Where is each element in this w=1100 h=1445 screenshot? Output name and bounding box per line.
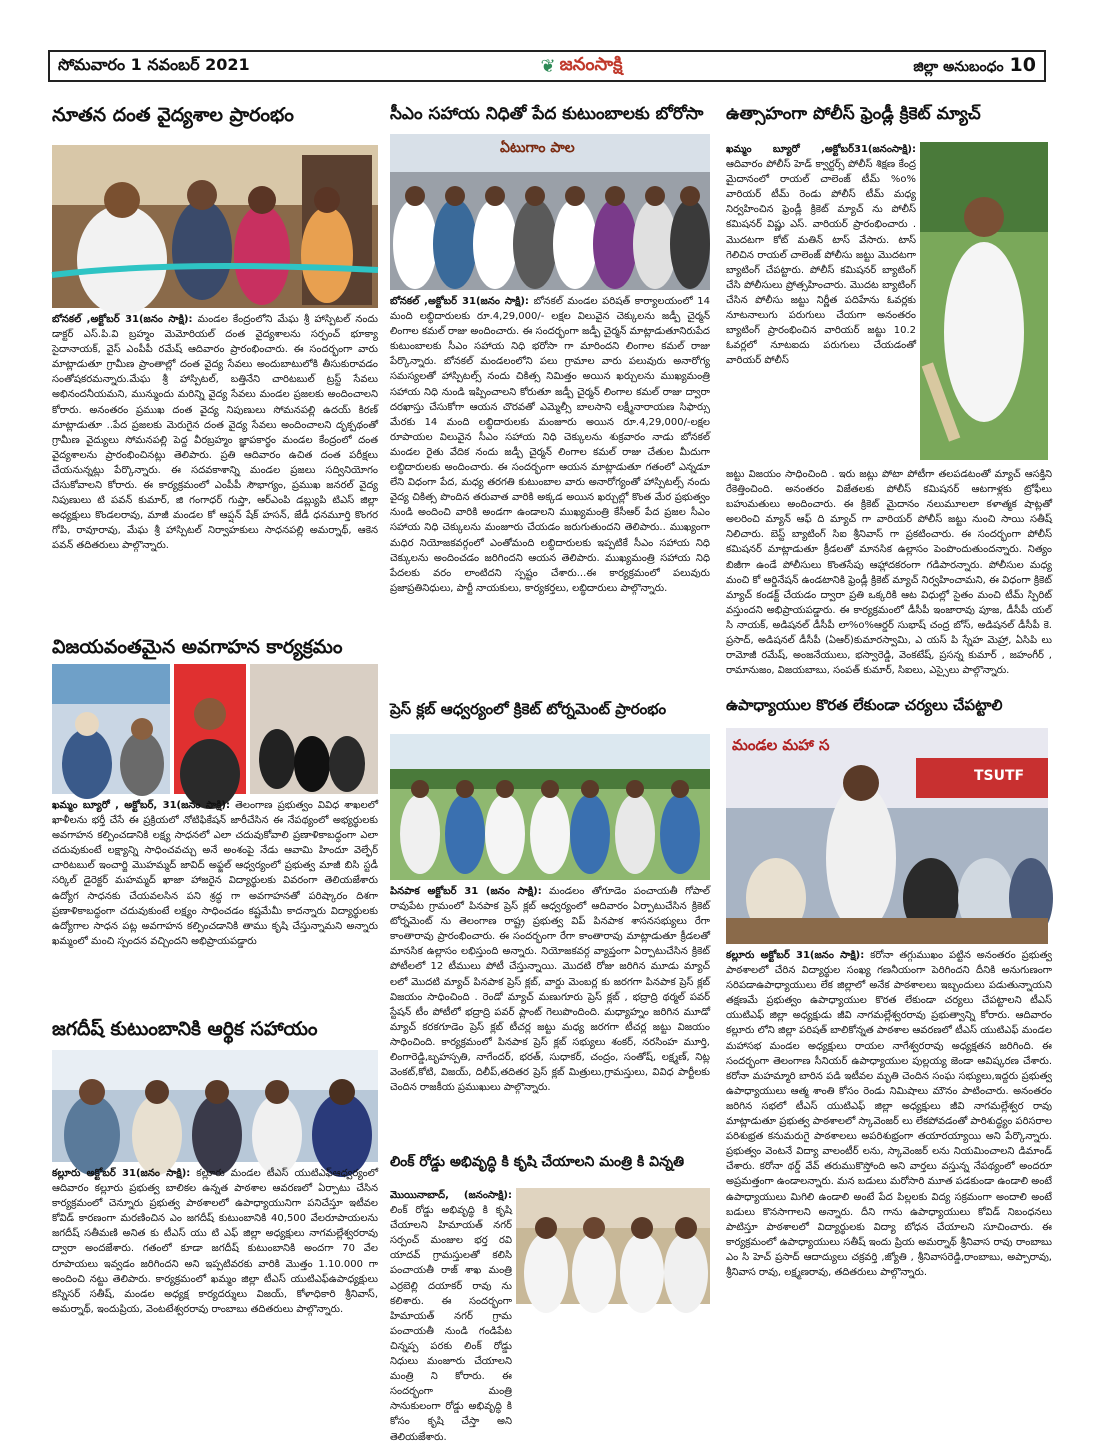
- dental-body: [52, 312, 378, 554]
- link-road-minister-photo: [516, 1188, 710, 1304]
- cmrf-text: [390, 294, 710, 684]
- awareness-text: [52, 798, 378, 1024]
- section-name: జిల్లా అనుబంధం: [913, 59, 1004, 75]
- tsutf-meeting-photo: [726, 728, 1048, 944]
- page-header: [48, 50, 1046, 82]
- teachers-body: [726, 948, 1052, 1280]
- teachers-text: [726, 948, 1052, 1378]
- dental-ribbon-cutting-photo: [52, 145, 378, 308]
- article-link-road: [390, 1154, 710, 1180]
- press-cricket-body: [390, 884, 710, 1095]
- dateline: కల్లూరు అక్టోబర్ 31(జనం సాక్షి):: [726, 950, 865, 961]
- issue-date: సోమవారం 1 నవంబర్ 2021: [58, 54, 250, 74]
- dateline: పినపాక అక్టోబర్ 31 (జనం సాక్షి):: [390, 886, 542, 897]
- jagadish-aid-photo: [52, 1050, 378, 1162]
- article-body: మండల కేంద్రంలోని మేఘ శ్రీ హాస్పిటల్ నందు డాక్టర్ ఎస్.పి.వి బ్రహ్మం మెమోరియల్ దంత వైద్యశాలను సర్పంచ్ భూక్యా సైదానాయక్, వైస్ ఎంపీపీ రమేష్ ఆదివారం ప్రారంభించారు. ఈ సందర్భంగా వారు మాట్లాడుతూ గ్రామీణ ప్రాంతాల్లో దంత వైద్య సేవలు అందుబాటులోకి తీసుకురావడం సంతోషకరమన్నారు.మేఘ శ్రీ హాస్పిటల్, బత్తినేని చారిటబుల్ ట్రస్ట్ సేవలు అభినందనీయమని, మున్ముందు మరిన్ని వైద్య సేవలు మండల ప్రజలకు అందించాలని కోరారు. అనంతరం ప్రముఖ దంత వైద్య నిపుణులు సోమనపల్లి ఉదయ్ కిరణ్ మాట్లాడుతూ ..పేద ప్రజలకు మెరుగైన దంత వైద్య సేవలు అందించాలని దృక్పథంతో గ్రామీణ వైద్యులు సోమనపల్లి పెద్ద వీరబ్రహ్మం జ్ఞాపకార్థం మండల కేంద్రంలో దంత వైద్యశాలను ప్రారంభించినట్లు తెలిపారు. ప్రతి ఆదివారం ఉచిత దంత పరీక్షలు చేయనున్నట్లు పేర్కొన్నారు. ఈ సదవకాశాన్ని మండల ప్రజలు సద్వినియోగం చేసుకోవాలని కోరారు. ఈ కార్యక్రమంలో ఎంపీపీ సౌభాగ్యం, ప్రముఖ జనరల్ వైద్య నిపుణులు టి పవన్ కుమార్, జి గంగాధర్ గుప్తా, ఆర్ఎంపి డబ్ల్యుపి టిఎస్ జిల్లా అధ్యక్షులు కొండలరావు, మాజీ మండల కో ఆప్షన్ షేక్ హసన్, జేడీ ధనమూర్తి కొంగర గోపి, రావూరావు, మేఘ శ్రీ హాస్పిటల్ నిర్వాహకులు సాధనపల్లి అమర్నాథ్, ఆకెన పవన్ తదితరులు పాల్గొన్నారు.: [52, 314, 378, 552]
- jagadish-text: [52, 1166, 378, 1376]
- police-cricket-text-full: [726, 467, 1052, 695]
- article-body: కల్లూరు మండల టీఎస్ యుటిఎఫ్ఆధ్వర్యంలో ఆదివారం కల్లూరు ప్రభుత్వ బాలికల ఉన్నత పాఠశాల ఆవరణలో ఏర్పాటు చేసిన కార్యక్రమంలో చెన్నూరు ప్రభుత్వ పాఠశాలలో ఉపాధ్యాయునిగా పనిచేస్తూ ఇటీవల కోవిడ్ కారణంగా మరణించిన ఎం జగదీష్ కుటుంబానికి 40,500 వేలరూపాయలను జగదీష్ సతీమణి అనిత కు టీఎస్ యు టి ఎఫ్ జిల్లా అధ్యక్షులు నాగమల్లేశ్వరరావు ద్వారా అందజేశారు. గతంలో కూడా జగదీష్ కుటుంబానికి అందగా 70 వేల రూపాయలు ఇవ్వడం జరిగిందని అని ఇప్పటివరకు వారికి మొత్తం 1.10.000 గా అందించి నట్టు తెలిపారు. కార్యక్రమంలో ఖమ్మం జిల్లా టీఎస్ యుటిఎఫ్ఉపాధ్యక్షులు కస్నిసర్ సతీష్, మండల అధ్యక్ష కార్యదర్శులు విజయ్, కోళాధికారి శ్రీనివాస్, అమర్నాథ్, ఇందుప్రియ, వెంటటేశ్వరరావు రాంబాబు తదితరులు పాల్గొన్నారు.: [52, 1168, 378, 1315]
- article-teachers: [726, 696, 1052, 722]
- article-body: ఆదివారం పోలీస్ హెడ్ క్వార్టర్స్ పోలీస్ శిక్షణ కేంద్ర మైదానంలో రాయల్ చాలెంజ్ టీమ్ %o% వారియర్ టీమ్ రెండు పోలీస్ టీమ్ మధ్య నిర్వహించిన ఫ్రెండ్లీ క్రికెట్ మ్యాచ్ ను పోలీస్ కమిషనర్ విష్ణు ఎస్. వారియర్ ప్రారంభించారు . మొదటగా కోట్ మతిన్ టాస్ వేసారు. టాస్ గెలిచిన రాయల్ చాలెంజ్ పోలీసు జట్టు మొదటగా బ్యాటింగ్ చేపట్టారు. పోలీస్ కమిషనర్ బ్యాటింగ్ చేసి పోలీసులు ప్రోత్సహించారు. మొదట బ్యాటింగ్ చేసిన పోలీసు జట్టు నిర్ణీత పదిహేను ఓవర్లకు నూటనాలుగు పరుగులు చేయగా అనంతరం బ్యాటింగ్ ప్రారంభించిన వారియర్ జట్టు 10.2 ఓవర్లలో నూటఐదు పరుగులు చేయడంతో వారియర్ పోలీస్: [726, 159, 916, 367]
- article-headline: లింక్ రోడ్డు అభివృద్ధి కి కృషి చేయాలని మంత్రి కి విన్నతి: [390, 1154, 685, 1170]
- article-awareness: [52, 636, 378, 666]
- police-cricket-body-full: జట్టు విజయం సాధించింది . ఇరు జట్లు పోటా పోటీగా తలపడటంతో మ్యాచ్ ఆసక్తిని రేకెత్తించింది. అనంతరం విజేతలకు పోలీస్ కమిషనర్ ఆటగాళ్లకు ట్రోఫీలు బహుమతులు అందించారు. ఈ క్రికెట్ మైదానం నలుమూలలా కళాత్మక షాట్లతో అలరించి మ్యాన్ ఆఫ్ ది మ్యాచ్ గా వారియర్ పోలీస్ జట్టు నుంచి సాయి సతీష్ నిలిచారు. బెస్ట్ బ్యాటింగ్ సిఐ శ్రీనివాస్ గా ప్రకటించారు. ఈ సందర్భంగా పోలీస్ కమిషనర్ మాట్లాడుతూ క్రీడలతో మానసిక ఉల్లాసం పెంపొందుతుందన్నారు. నిత్యం బిజీగా ఉండే పోలీసులు కొంతసేపు ఆహ్లాదకరంగా గడిపారన్నారు. పోలీసుల మధ్య మంచి కో ఆర్డినేషన్ ఉండటానికి ఫ్రెండ్లీ క్రికెట్ మ్యాచ్ నిర్వహించామని, ఈ విధంగా క్రికెట్ మ్యాచ్ కండక్ట్ చేయడం ద్వారా ప్రతి ఒక్కరికి ఆట విధుల్లో సైతం మంచి టీమ్ స్పిరిట్ వస్తుందని అభిప్రాయపడ్డారు. ఈ కార్యక్రమంలో డీసీపీ ఇంజారావు పూజ, డీసీపీ యల్ సి నాయక్, అడిషనల్ డీసీపీ లా%o%ఆర్డర్ సుభాష్ చంద్ర బోస్, అడిషనల్ డీసీపీ కె. ప్రసాద్, అడిషనల్ డీసీపీ (ఏఆర్)కుమారస్వామి, ఎ యస్ పి స్నేహ మెహ్రా, ఏసిపి లు రామోజీ రమేష్, అంజనేయులు, భస్వారెడ్డి, వెంకటేష్, ప్రసన్న కుమార్ , జహంగీర్ , రామానుజం, విజయబాబు, సంపత్ కుమార్, సిఐలు, ఎస్సైలు పాల్గొన్నారు.: [726, 469, 1052, 677]
- press-cricket-photo: [390, 734, 710, 880]
- page-number: 10: [1009, 54, 1036, 76]
- dateline: ఖమ్మం బ్యూరో ,అక్టోబర్31(జనంసాక్షి):: [726, 144, 916, 155]
- article-cmrf: [390, 104, 710, 134]
- press-cricket-text: [390, 884, 710, 1146]
- masthead-title: జనంసాక్షి: [559, 53, 623, 75]
- cmrf-cheque-distribution-photo: [390, 134, 710, 290]
- article-body: బోనకల్ మండల పరిషత్ కార్యాలయంలో 14 మంది లబ్ధిదారులకు రూ.4,29,000/- లక్షల విలువైన చెక్కులను జడ్పీ చైర్మన్ లింగాల కమల్ రాజు అందించారు. ఈ సందర్భంగా జడ్పీ చైర్మన్ మాట్లాడుతూనిరుపేద కుటుంబాలకు సీఎం సహాయ నిధి భరోసా గా మారిందని లింగాల కమల్ రాజు పేర్కొన్నారు. బోనకల్ మండలంలోని పలు గ్రామాల వారు పలువురు అనారోగ్య సమస్యలతో హాస్పిటల్స్ నందు చికిత్స నిమిత్తం అయిన ఖర్చులను ముఖ్యమంత్రి సహాయ నిధి నుండి ఇప్పించాలని కోరుతూ జడ్పీ చైర్మన్ లింగాల కమల్ రాజు ద్వారా దరఖాస్తు చేసుకోగా ఆయన చొరవతో ఎమ్మెల్సీ బాలసాని లక్ష్మీనారాయణ సిఫార్సు మేరకు 14 మంది లబ్ధిదారులకు మంజూరు అయిన రూ.4,29,000/-లక్షల రూపాయల విలువైన సీఎం సహాయ నిధి చెక్కులను శుక్రవారం నాడు బోనకల్ మండల రైతు వేదిక నందు జడ్పీ చైర్మన్ లింగాల కమల్ రాజు చేతుల మీదుగా లబ్ధిదారులకు అందించారు. ఈ సందర్భంగా ఆయన మాట్లాడుతూ గతంలో ఎన్నడూ లేని విధంగా పేద, మధ్య తరగతి కుటుంబాల వారు అనారోగ్యంతో హాస్పిటల్స్ నందు వైద్య చికిత్స పొందిన తరువాత వారికి అక్కడ అయిన ఖర్చుల్లో కొంత మేర ప్రభుత్వం నుండి అందించి వారికి అండగా ఉండాలని ముఖ్యమంత్రి కేసీఆర్ పేద ప్రజల సీఎం సహాయ నిధి చెక్కులను మంజూరు చేయడం జరుగుతుందని తెలిపారు.. ముఖ్యంగా మధిర నియోజకవర్గంలో ఎంతోమంది లబ్ధిదారులకు ఇప్పటికే సీఎం సహాయ నిధి చెక్కులను అందించడం జరిగిందని ఆయన తెలిపారు. ముఖ్యమంత్రి సహాయ నిధి పేదలకు వరం లాంటిదని స్పష్టం చేశారు...ఈ కార్యక్రమంలో పలువురు ప్రజాప్రతినిధులు, పార్టీ నాయకులు, కార్యకర్తలు, లబ్ధిదారులు పాల్గొన్నారు.: [390, 296, 711, 594]
- article-body: లింక్ రోడ్డు అభివృద్ధి కి కృషి చేయాలని హిమాయత్ నగర్ సర్పంచ్ మంజుల భర్త రవి యాదవ్ గ్రామస్తులతో కలిసి పంచాయతీ రాజ్ శాఖ మంత్రి ఎర్రబెల్లి దయాకర్ రావు ను కలిశారు. ఈ సందర్భంగా హిమాయత్ నగర్ గ్రామ పంచాయతీ నుండి గండిపేట చిన్నప్ప పరకు లింక్ రోడ్డు నిధులు మంజూరు చేయాలని మంత్రి ని కోరారు. ఈ సందర్భంగా మంత్రి సానుకులంగా రోడ్డు అభివృద్ధి కి కోసం కృషి చేస్తా అని తెలియజేశారు.: [390, 1205, 512, 1443]
- link-road-body: [390, 1188, 512, 1445]
- leaf-logo-icon: ❦: [540, 55, 556, 77]
- article-headline: విజయవంతమైన అవగాహన కార్యక్రమం: [52, 636, 343, 658]
- photo-sign-text: TSUTF: [974, 768, 1025, 784]
- awareness-photo-collage: [52, 664, 378, 794]
- link-road-text-side: [390, 1188, 512, 1443]
- jagadish-body: [52, 1166, 378, 1317]
- article-headline: జగదీష్ కుటుంబానికి ఆర్థిక సహాయం: [52, 1018, 318, 1040]
- dateline: ఖమ్మం బ్యూరో , అక్టోబర్, 31(జనం సాక్షి):: [52, 800, 230, 811]
- article-police-cricket: [726, 104, 1052, 134]
- dateline: కల్లూరు అక్టోబర్ 31(జనం సాక్షి):: [52, 1168, 191, 1179]
- masthead: [541, 54, 623, 79]
- cmrf-body: [390, 294, 710, 596]
- article-headline: ఉపాధ్యాయుల కొరత లేకుండా చర్యలు చేపట్టాలి: [726, 696, 1003, 714]
- police-commissioner-batting-photo: [920, 142, 1048, 460]
- dateline: బోనకల్ ,అక్టోబర్ 31(జనం సాక్షి):: [390, 296, 529, 307]
- photo-banner-text: మండల మహా స: [732, 736, 830, 754]
- police-cricket-text-side: [726, 142, 916, 468]
- article-body: తెలంగాణ ప్రభుత్వం వివిధ శాఖలలో ఖాళీలను భర్తీ చేసే ఈ ప్రక్రియలో నోటిఫికేషన్ జారీచేసిన ఈ నేపథ్యంలో అభ్యర్థులకు అవగాహన కల్పించడానికి లక్ష్య సాధనలో ఎలా చదువుకోవాలి ప్రణాళికాబద్ధంగా ఎలా చదువుకుంటే లక్ష్యాన్ని సాధించవచ్చు అనే అంశంపై నేడు ఆవామి హిందూ వెల్ఫేర్ చారిటబుల్ ఇంచార్జి మొహమ్మద్ జావిద్ అఫ్జల్ ఆధ్వర్యంలో ప్రభుత్వ మాజీ బిసి స్టడీ సర్కిల్ డైరెక్టర్ మహమ్మద్ ఖాజా హాజరైన విద్యార్థులకు వివరంగా తెలియజేశారు ఉద్యోగ సాధనకు చేయవలసిన పని శ్రద్ధ గా అవగాహనతో పరిష్కారం దిశగా ప్రణాళికాబద్ధంగా చదువుకుంటే లక్ష్యం సాధించడం కష్టమేమీ కాదన్నారు విద్యార్థులకు ఉద్యోగాల సాధన పట్ల అవగాహన కల్పించడానికి తాము కృషి చేస్తున్నామని అన్నారు ఖమ్మంలో మంచి స్పందన వచ్చిందని అభిప్రాయపడ్డారు: [52, 800, 379, 947]
- article-body: కరోనా తగ్గుముఖం పట్టిన అనంతరం ప్రభుత్వ పాఠశాలలో చేరిన విద్యార్థుల సంఖ్య గణనీయంగా పెరిగిందని దీనికి అనుగుణంగా సరిపడాఉపాధ్యాయులు లేక జిల్లాలో అనేక పాఠశాలలు ఇబ్బందులు పడుతున్నాయని తక్షణమే ప్రభుత్వం ఉపాధ్యాయుల కొరత లేకుండా చర్యలు చేపట్టాలని టీఎస్ యుటిఎఫ్ జిల్లా అధ్యక్షుడు జీవి నాగమల్లేశ్వరరావు ప్రభుత్వాన్ని కోరారు. ఆదివారం కల్లూరు లోని జిల్లా పరిషత్ బాలికోన్నత పాఠశాల ఆవరణలో టీఎస్ యుటిఎఫ్ మండల మహాసభ మండల అధ్యక్షులు రాయల నాగేశ్వరరావు అధ్యక్షతన జరిగింది. ఈ సందర్భంగా తెలంగాణ సీనియర్ ఉపాధ్యాయుల పుల్లయ్య జెండా ఆవిష్కరణ చేశారు. కరోనా మహమ్మారి బారిన పడి ఇటీవల మృతి చెందిన సంఘ సభ్యులు,ఇద్దరు ప్రభుత్వ ఉపాధ్యాయులు ఆత్మ శాంతి కోసం రెండు నిమిషాలు మౌనం పాటించారు. అనంతరం జరిగిన సభలో టీఎస్ యుటిఎఫ్ జిల్లా అధ్యక్షులు జీవి నాగమల్లేశ్వర రావు మాట్లాడుతూ ప్రభుత్వ పాఠశాలలో స్కావెంజర్ లు లేకపోవడంతో పారిశుద్ధ్యం పరిసరాల పరిశుభ్రత కనుమరుగై పాఠశాలలు అపరిశుభ్రంగా తయారయ్యాయి అని పేర్కొన్నారు. ప్రభుత్వం వెంటనే విద్యా వాలంటీర్ లను, స్కావెంజర్ లను నియమించాలని డిమాండ్ చేశారు. కరోనా థర్డ్ వేవ్ తరుముకొస్తోంది అని వార్తలు వస్తున్న నేపథ్యంలో అందరూ అప్రమత్తంగా ఉండాలన్నారు. మన బడులు మరోసారి మూత పడకుండా ఉండాలి అంటే ఉపాధ్యాయులు మిగిలి ఉండాలి అంటే పేద పిల్లలకు విద్య సక్రమంగా అందాలి అంటే బడులు కొనసాగాలని అన్నారు. దీని గాను ఉపాధ్యాయులు కోవిడ్ నిబంధనలు పాటిస్తూ పాఠశాలలో విద్యార్థులకు విద్యా బోధన చేయాలని సూచించారు. ఈ కార్యక్రమంలో ఉపాధ్యాయులు సతీష్ ఇందు ప్రియ అమర్నాథ్ శ్రీనివాస రావు రాంబాబు ఎం సి హెచ్ ప్రసాద్ ఆదాద్యులు చక్రవర్తి ,జ్యోతి , శ్రీనివాసరెడ్డి,రాంబాబు, అప్పారావు, శ్రీనివాస రావు, లక్ష్మణరావు, తదితరులు పాల్గొన్నారు.: [726, 950, 1052, 1278]
- article-body: మండలం తోగూడెం పంచాయతీ గోపాల్ రావుపేట గ్రామంలో పినపాక ప్రెస్ క్లబ్ ఆధ్వర్యంలో ఆదివారం ఏర్పాటుచేసిన క్రికెట్ టోర్నమెంట్ ను తెలంగాణ రాష్ట్ర ప్రభుత్వ విప్ పినపాక శాసనసభ్యులు రేగా కాంతారావు ప్రారంభించారు. ఈ సందర్భంగా రేగా కాంతారావు మాట్లాడుతూ క్రీడలతో మానసిక ఉల్లాసం లభిస్తుంది అన్నారు. నియోజకవర్గ వ్యాప్తంగా ఏర్పాటుచేసిన క్రికెట్ పోటీలలో 12 టీములు పోటీ చేస్తున్నాయి. మొదటి రోజు జరిగిన మూడు మ్యాచ్ లలో మొదటి మ్యాచ్ పినపాక ప్రెస్ క్లబ్, వార్డు మెంబర్ల కు జరగగా పినపాక ప్రెస్ క్లబ్ విజయం సాధించింది . రెండో మ్యాచ్ మణుగూరు ప్రెస్ క్లబ్ , భద్రాద్రి థర్మల్ పవర్ స్టేషన్ టీం పోటీలో భద్రాద్రి పవర్ ప్లాంట్ గెలుపొందింది. మధ్యాహ్నం జరిగిన మూడో మ్యాచ్ కరకగూడెం ప్రెస్ క్లబ్ టీచర్ల జట్టు మధ్య జరగగా టీచర్ల జట్టు విజయం సాధించింది. కార్యక్రమంలో పినపాక ప్రెస్ క్లబ్ సభ్యులు శంకర్, నరసింహ మూర్తి, లింగారెడ్డి,బృహస్పతి, నాగేందర్, భరత్, సుధాకర్, చంద్రం, సంతోష్, లక్ష్మణ్, నిట్ల వెంకట్,కోటి, విజయ్, దిలీప్,తదితర ప్రెస్ క్లబ్ మిత్రులు,గ్రామస్తులు, వివిధ పార్టీలకు చెందిన రాజకీయ ప్రముఖులు పాల్గొన్నారు.: [390, 886, 710, 1094]
- article-jagadish: [52, 1018, 378, 1048]
- article-headline: ప్రెస్ క్లబ్ ఆధ్వర్యంలో క్రికెట్ టోర్నమెంట్ ప్రారంభం: [390, 700, 667, 718]
- police-cricket-body-side: [726, 142, 916, 368]
- section-label: [913, 54, 1036, 78]
- article-press-cricket: [390, 700, 710, 728]
- photo-caption: ఏటుగాం పాల: [500, 140, 575, 156]
- dental-text: [52, 312, 378, 642]
- article-headline: నూతన దంత వైద్యశాల ప్రారంభం: [52, 104, 294, 126]
- dateline: బోనకల్ ,అక్టోబర్ 31(జనం సాక్షి):: [52, 314, 193, 325]
- article-headline: సీఎం సహాయ నిధితో పేద కుటుంబాలకు బోరోసా: [390, 104, 704, 124]
- awareness-body: [52, 798, 378, 949]
- dateline: మొయినాబాద్, (జనంసాక్షి):: [390, 1190, 512, 1201]
- article-headline: ఉత్సాహంగా పోలీస్ ఫ్రెండ్లీ క్రికెట్ మ్యాచ్: [726, 104, 981, 124]
